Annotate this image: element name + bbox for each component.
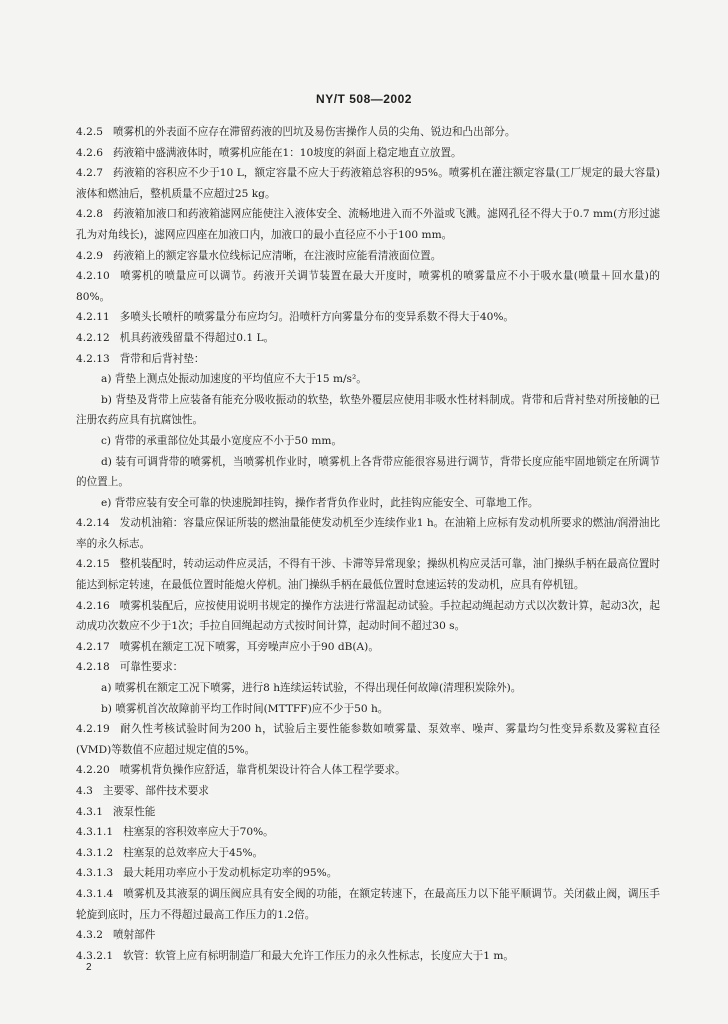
clause-number: 4.2.17 [76,640,110,653]
list-item [76,431,660,452]
clause-number: 4.2.8 [76,208,103,221]
clause-text: b) 喷雾机首次故障前平均工作时间(MTTFF)应不少于50 h。 [101,702,389,715]
clause-text: 喷雾机的喷量应可以调节。药液开关调节装置在最大开度时，喷雾机的喷雾量应不小于吸水量(喷量＋回水量)的80%。 [76,270,660,303]
clause-paragraph [76,760,660,781]
clause-number: 4.2.11 [76,311,110,324]
list-item [76,390,660,431]
clause-number: 4.2.10 [76,270,110,283]
clause-text: 喷雾机装配后，应按使用说明书规定的操作方法进行常温起动试验。手拉起动绳起动方式以次数计算，起动3次，起动成功次数应不少于1次；手拉自回绳起动方式按时间计算，起动时间不超过30 s。 [76,599,660,633]
clause-paragraph [76,349,660,370]
clause-text: d) 装有可调背带的喷雾机，当喷雾机作业时，喷雾机上各背带应能很容易进行调节，背带长度应能牢固地锁定在所调节的位置上。 [76,455,660,489]
clause-paragraph [76,843,660,864]
clause-number: 4.3.2.1 [76,949,114,962]
page-number: 2 [86,962,92,973]
clause-number: 4.2.5 [76,126,103,138]
clause-paragraph [76,925,660,946]
list-item [76,452,660,493]
clause-text: 药液箱上的额定容量水位线标记应清晰，在注液时应能看清液面位置。 [112,249,442,262]
clause-text: 液泵性能 [112,805,156,818]
clause-number: 4.2.13 [76,352,110,365]
clause-text: 药液箱加液口和药液箱滤网应能使注入液体安全、流畅地进入而不外溢或飞溅。滤网孔径不得大于0.7 mm(方形过滤孔为对角线长)，滤网应四座在加液口内，加液口的最小直径应不小于100 mm。 [76,208,660,241]
clause-text: 喷雾机及其液泵的调压阀应具有安全阀的功能，在额定转速下，在最高压力以下能平顺调节。关闭截止阀，调压手轮旋到底时，压力不得超过最高工作压力的1.2倍。 [76,887,660,921]
clause-number: 4.3.1.2 [76,846,114,859]
list-item [76,493,660,514]
clause-number: 4.2.19 [76,723,110,736]
clause-text: b) 背垫及背带上应装备有能充分吸收振动的软垫，软垫外覆层应使用非吸水性材料制成。背带和后背衬垫对所接触的已注册农药应具有抗腐蚀性。 [76,393,660,427]
clause-text: 机具药液残留量不得超过0.1 L。 [119,331,275,344]
clause-paragraph [76,122,660,143]
clause-text: a) 背垫上测点处振动加速度的平均值应不大于15 m/s²。 [101,373,367,386]
clause-text: 最大耗用功率应小于发动机标定功率的95%。 [123,867,338,880]
clause-paragraph [76,863,660,884]
standard-header: NY/T 508—2002 [316,92,412,106]
clause-paragraph [76,781,660,802]
clause-paragraph [76,802,660,823]
document-body [76,122,660,966]
clause-number: 4.2.12 [76,331,110,344]
clause-number: 4.2.18 [76,661,110,674]
clause-paragraph [76,884,660,925]
clause-text: e) 背带应装有安全可靠的快速脱卸挂钩，操作者背负作业时，此挂钩应能安全、可靠地工作。 [101,496,539,509]
clause-number: 4.2.6 [76,146,103,159]
clause-text: 可靠性要求： [119,661,184,674]
clause-text: 喷雾机在额定工况下喷雾，耳旁噪声应小于90 dB(A)。 [119,640,379,653]
clause-text: 主要零、部件技术要求 [102,785,209,797]
clause-number: 4.2.7 [76,167,103,180]
clause-paragraph [76,596,660,637]
clause-text: 多喷头长喷杆的喷雾量分布应均匀。沿喷杆方向雾量分布的变异系数不得大于40%。 [119,311,515,324]
clause-paragraph [76,554,660,595]
clause-number: 4.2.16 [76,599,110,612]
clause-number: 4.3.2 [76,929,103,942]
clause-text: 背带和后背衬垫： [119,352,205,365]
clause-text: a) 喷雾机在额定工况下喷雾，进行8 h连续运转试验，不得出现任何故障(清理积炭除外)。 [101,682,522,695]
clause-number: 4.2.14 [76,517,110,530]
clause-text: 喷射部件 [112,929,156,942]
clause-paragraph [76,328,660,349]
list-item [76,369,660,390]
clause-text: 喷雾机的外表面不应存在滞留药液的凹坑及易伤害操作人员的尖角、锐边和凸出部分。 [112,126,516,138]
clause-number: 4.3.1.4 [76,887,114,900]
clause-number: 4.3.1.3 [76,867,114,880]
clause-number: 4.3.1 [76,805,103,818]
list-item [76,699,660,720]
clause-number: 4.3 [76,785,93,797]
clause-number: 4.2.9 [76,249,103,262]
clause-text: 药液箱的容积应不少于10 L，额定容量不应大于药液箱总容积的95%。喷雾机在灌注额定容量(工厂规定的最大容量)液体和燃油后，整机质量不应超过25 kg。 [76,167,660,200]
clause-paragraph [76,246,660,267]
clause-text: 药液箱中盛满液体时，喷雾机应能在1：10坡度的斜面上稳定地直立放置。 [112,146,462,159]
clause-paragraph [76,822,660,843]
clause-paragraph [76,143,660,164]
clause-text: 柱塞泵的总效率应大于45%。 [123,846,264,859]
clause-number: 4.2.20 [76,764,110,777]
clause-text: 耐久性考核试验时间为200 h，试验后主要性能参数如喷雾量、泵效率、噪声、雾量均匀性变异系数及雾粒直径(VMD)等数值不应超过规定值的5%。 [76,723,660,756]
clause-paragraph [76,163,660,204]
clause-paragraph [76,657,660,678]
list-item [76,678,660,699]
clause-number: 4.2.15 [76,558,110,571]
clause-text: 软管：软管上应有标明制造厂和最大允许工作压力的永久性标志，长度应大于1 m。 [123,949,515,962]
clause-paragraph [76,513,660,554]
clause-paragraph [76,637,660,658]
clause-text: c) 背带的承重部位处其最小宽度应不小于50 mm。 [101,434,343,447]
clause-paragraph [76,204,660,245]
clause-text: 柱塞泵的容积效率应大于70%。 [123,826,274,839]
clause-number: 4.3.1.1 [76,826,114,839]
clause-paragraph [76,307,660,328]
clause-paragraph [76,719,660,760]
clause-paragraph [76,946,660,967]
clause-text: 喷雾机背负操作应舒适，靠背机架设计符合人体工程学要求。 [119,764,406,777]
clause-text: 整机装配时，转动运动件应灵活，不得有干涉、卡滞等异常现象；操纵机构应灵活可靠，油门操纵手柄在最高位置时能达到标定转速，在最低位置时能熄火停机。油门操纵手柄在最低位置时怠速运转的发动机，应具有停机钮。 [76,558,660,592]
clause-text: 发动机油箱：容量应保证所装的燃油量能使发动机至少连续作业1 h。在油箱上应标有发动机所要求的燃油/润滑油比率的永久标志。 [76,517,660,550]
clause-paragraph [76,266,660,307]
